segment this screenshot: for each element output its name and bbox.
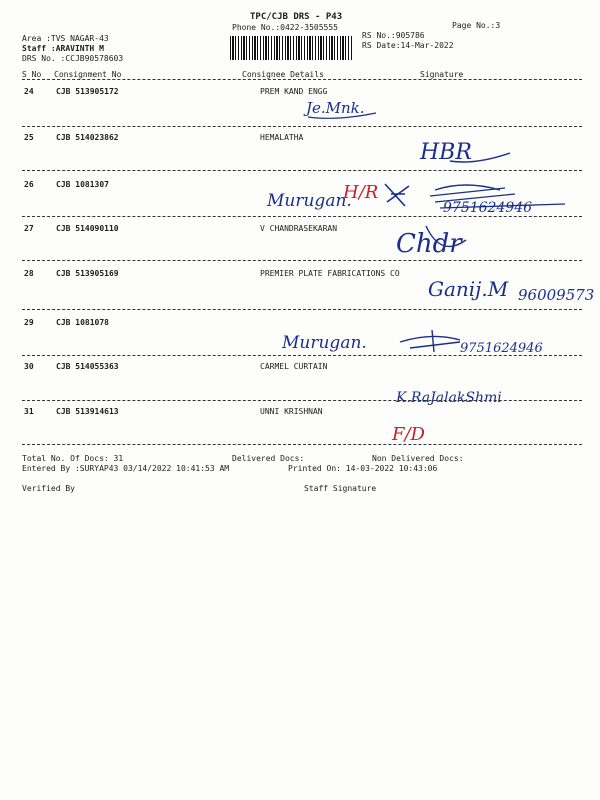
document-title: TPC/CJB DRS - P43 xyxy=(250,12,343,22)
column-header-signature: Signature xyxy=(420,70,464,79)
page-number: Page No.:3 xyxy=(452,21,501,30)
signature-text: HBR xyxy=(420,140,472,165)
row-consignee: PREMIER PLATE FABRICATIONS CO xyxy=(260,269,400,278)
row-consignment: CJB 514055363 xyxy=(56,362,119,371)
phone-number-handwritten: 96009573 xyxy=(518,286,595,304)
status-mark: H/R xyxy=(343,182,379,203)
table-row xyxy=(0,224,600,264)
row-consignment: CJB 1081078 xyxy=(56,318,109,327)
row-consignment: CJB 513914613 xyxy=(56,407,119,416)
signature-text: Ganij.M xyxy=(428,277,509,301)
signature-text: Je.Mnk. xyxy=(306,99,365,117)
row-consignment: CJB 513905172 xyxy=(56,87,119,96)
signature-row-27 xyxy=(396,218,476,262)
row-divider xyxy=(22,309,582,310)
table-row xyxy=(0,407,600,447)
row-consignment: CJB 514090110 xyxy=(56,224,119,233)
column-header-consignment: Consignment No xyxy=(54,70,122,79)
signature-row-31 xyxy=(392,418,442,448)
column-header-consignee: Consignee Details xyxy=(242,70,324,79)
row-sno: 26 xyxy=(24,180,34,189)
staff-signature-label: Staff Signature xyxy=(304,484,377,493)
phone-number: Phone No.:0422-3505555 xyxy=(232,23,338,32)
phone-number-handwritten: 9751624946 xyxy=(460,341,543,356)
signature-text: K.RaJalakShmi xyxy=(396,390,502,406)
row-consignment: CJB 514023862 xyxy=(56,133,119,142)
signature-text: Murugan. xyxy=(282,333,367,353)
barcode-image xyxy=(230,36,352,60)
phone-number-handwritten: 9751624946 xyxy=(443,200,533,216)
row-divider xyxy=(22,260,582,261)
verified-by-label: Verified By xyxy=(22,484,75,493)
row-consignment: CJB 513905169 xyxy=(56,269,119,278)
row-divider xyxy=(22,170,582,171)
printed-on: Printed On: 14-03-2022 10:43:06 xyxy=(288,464,438,473)
entered-by: Entered By :SURYAP43 03/14/2022 10:41:53 AM xyxy=(22,464,230,473)
row-sno: 27 xyxy=(24,224,34,233)
total-docs: Total No. Of Docs: 31 xyxy=(22,454,124,463)
signature-text: Chdr xyxy=(396,229,462,259)
row-sno: 31 xyxy=(24,407,34,416)
row-consignee: UNNI KRISHNAN xyxy=(260,407,323,416)
column-header-sno: S No xyxy=(22,70,42,79)
rs-date: RS Date:14-Mar-2022 xyxy=(362,41,454,50)
row-consignment: CJB 1081307 xyxy=(56,180,109,189)
rs-number: RS No.:905786 xyxy=(362,31,425,40)
row-divider xyxy=(22,126,582,127)
drs-number: DRS No. :CCJB90578603 xyxy=(22,54,124,63)
signature-row-26 xyxy=(265,172,585,216)
row-sno: 29 xyxy=(24,318,34,327)
row-sno: 24 xyxy=(24,87,34,96)
row-sno: 25 xyxy=(24,133,34,142)
signature-text: Murugan. xyxy=(267,191,352,211)
row-consignee: PREM KAND ENGG xyxy=(260,87,328,96)
row-sno: 30 xyxy=(24,362,34,371)
table-bottom-divider xyxy=(22,444,582,445)
row-sno: 28 xyxy=(24,269,34,278)
status-mark: F/D xyxy=(392,424,425,445)
row-divider xyxy=(22,216,582,217)
signature-row-29 xyxy=(282,326,592,358)
staff-label: Staff :ARAVINTH M xyxy=(22,44,104,53)
table-row xyxy=(0,87,600,127)
row-consignee: V CHANDRASEKARAN xyxy=(260,224,338,233)
signature-row-25 xyxy=(420,135,520,169)
signature-row-30 xyxy=(396,386,556,410)
row-consignee: HEMALATHA xyxy=(260,133,304,142)
header-divider xyxy=(22,79,582,80)
signature-row-28 xyxy=(428,268,600,308)
row-consignee: CARMEL CURTAIN xyxy=(260,362,328,371)
signature-row-24 xyxy=(306,95,386,123)
area-label: Area :TVS NAGAR-43 xyxy=(22,34,109,43)
non-delivered-docs: Non Delivered Docs: xyxy=(372,454,464,463)
delivered-docs: Delivered Docs: xyxy=(232,454,305,463)
